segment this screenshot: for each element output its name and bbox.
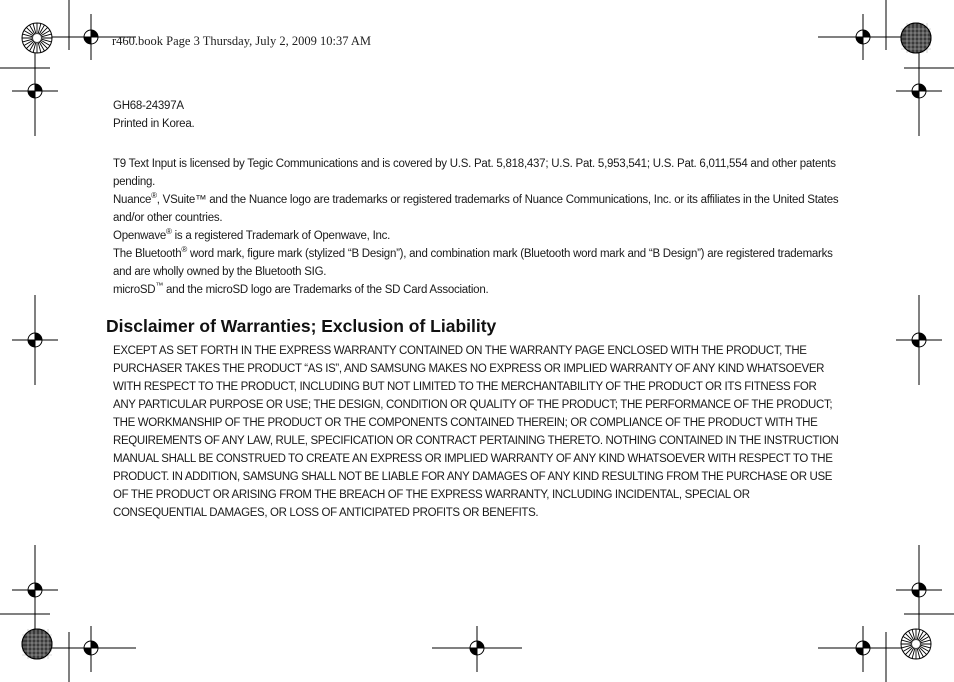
trademark-mark: ™: [155, 281, 164, 290]
registered-mark: ®: [181, 245, 188, 254]
registered-mark: ®: [151, 191, 157, 200]
bluetooth-notice: [113, 245, 841, 281]
registered-mark: ®: [165, 227, 172, 236]
bluetooth-text: word mark, figure mark (stylized “B Design”), and combination mark (Bluetooth word mark and “B Design”) are registered trademarks and are wholly owned by the Bluetooth SIG.: [113, 248, 833, 278]
part-number: GH68-24397A: [113, 100, 184, 112]
openwave-text: is a registered Trademark of Openwave, Inc.: [171, 230, 391, 242]
front-matter: [113, 97, 841, 299]
nuance-text: , VSuite™ and the Nuance logo are trademarks or registered trademarks of Nuance Communications, Inc. or its affiliates in the United States and/or other countries.: [113, 194, 839, 224]
t9-notice: T9 Text Input is licensed by Tegic Communications and is covered by U.S. Pat. 5,818,437; U.S. Pat. 5,953,541; U.S. Pat. 6,011,554 and other patents pending.: [113, 158, 836, 188]
microsd-text: and the microSD logo are Trademarks of the SD Card Association.: [163, 284, 489, 296]
spacer: [113, 133, 841, 155]
microsd-notice: [113, 281, 841, 299]
microsd-name: microSD: [113, 284, 156, 296]
disclaimer-body: EXCEPT AS SET FORTH IN THE EXPRESS WARRANTY CONTAINED ON THE WARRANTY PAGE ENCLOSED WITH THE PRODUCT, THE PURCHASER TAKES THE PRODUCT “AS IS”, AND SAMSUNG MAKES NO EXPRESS OR IMPLIED WARRANTY OF ANY KIND WHATSOEVER WITH RESPECT TO THE PRODUCT, INCLUDING BUT NOT LIMITED TO THE MERCHANTABILITY OF THE PRODUCT OR ITS FITNESS FOR ANY PARTICULAR PURPOSE OR USE; THE DESIGN, CONDITION OR QUALITY OF THE PRODUCT; THE PERFORMANCE OF THE PRODUCT; THE WORKMANSHIP OF THE PRODUCT OR THE COMPONENTS CONTAINED THEREIN; OR COMPLIANCE OF THE PRODUCT WITH THE REQUIREMENTS OF ANY LAW, RULE, SPECIFICATION OR CONTRACT PERTAINING THERETO. NOTHING CONTAINED IN THE INSTRUCTION MANUAL SHALL BE CONSTRUED TO CREATE AN EXPRESS OR IMPLIED WARRANTY OF ANY KIND WHATSOEVER WITH RESPECT TO THE PRODUCT. IN ADDITION, SAMSUNG SHALL NOT BE LIABLE FOR ANY DAMAGES OF ANY KIND RESULTING FROM THE PURCHASE OR USE OF THE PRODUCT OR ARISING FROM THE BREACH OF THE EXPRESS WARRANTY, INCLUDING INCIDENTAL, SPECIAL OR CONSEQUENTIAL DAMAGES, OR LOSS OF ANTICIPATED PROFITS OR BENEFITS.: [113, 345, 839, 519]
printed-in: Printed in Korea.: [113, 118, 195, 130]
openwave-name: Openwave: [113, 230, 166, 242]
nuance-notice: [113, 191, 841, 227]
bluetooth-name: The Bluetooth: [113, 248, 182, 260]
openwave-notice: [113, 227, 841, 245]
print-header: r460.book Page 3 Thursday, July 2, 2009 10:37 AM: [112, 34, 372, 48]
nuance-name: Nuance: [113, 194, 152, 206]
disclaimer-heading: Disclaimer of Warranties; Exclusion of Liability: [106, 316, 497, 336]
